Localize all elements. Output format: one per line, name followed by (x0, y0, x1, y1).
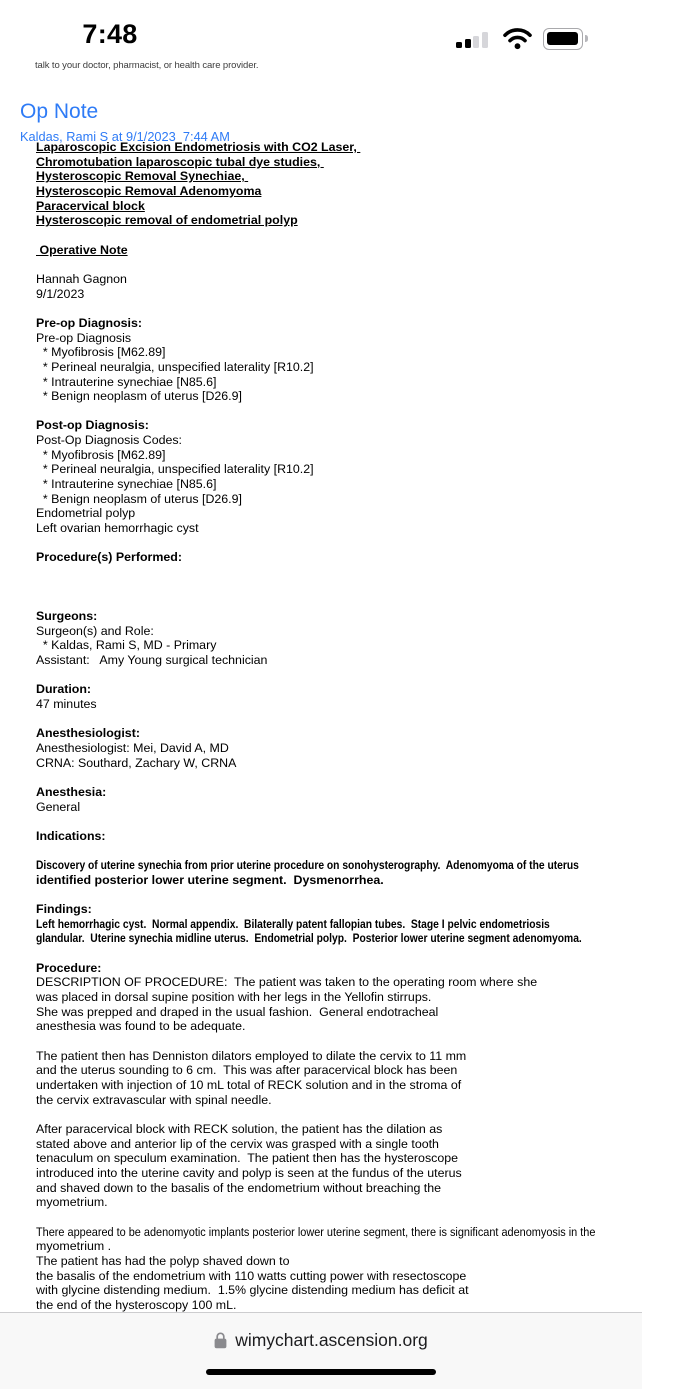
note-line: stated above and anterior lip of the cervix was grasped with a single tooth (36, 1136, 439, 1151)
note-blank-line (36, 404, 638, 419)
note-line: myometrium . (36, 1239, 112, 1254)
note-line: * Intrauterine synechiae [N85.6] (36, 477, 217, 492)
status-time: 7:48 (82, 19, 138, 49)
note-line: After paracervical block with RECK solution, the patient has the dilation as (36, 1121, 443, 1136)
note-line: * Benign neoplasm of uterus [D26.9] (36, 389, 242, 404)
note-line: Anesthesia: (36, 784, 107, 799)
note-line: tenaculum on speculum examination. The patient then has the hysteroscope (36, 1151, 459, 1166)
wifi-icon (502, 27, 533, 50)
note-line: Anesthesiologist: (36, 726, 140, 741)
note-line: Discovery of uterine synechia from prior uterine procedure on sonohysterography. Adenomyoma of the uterus (36, 858, 579, 873)
note-line: Hannah Gagnon (36, 271, 127, 286)
note-line: Procedure(s) Performed: (36, 550, 182, 565)
note-line: The patient has had the polyp shaved down to (36, 1253, 290, 1268)
note-line: Paracervical block (36, 198, 145, 213)
note-line: glandular. Uterine synechia midline uterus. Endometrial polyp. Posterior lower uterine segment adenomyoma. (36, 931, 582, 946)
note-line: 9/1/2023 (36, 286, 85, 301)
note-line: was placed in dorsal supine position with her legs in the Yellofin stirrups. (36, 990, 432, 1005)
note-blank-line (36, 770, 638, 785)
note-line: Pre-op Diagnosis (36, 330, 132, 345)
note-line: Chromotubation laparoscopic tubal dye studies, (36, 154, 324, 169)
note-line: General (36, 799, 81, 814)
note-line: * Myofibrosis [M62.89] (36, 345, 166, 360)
lock-icon (214, 1332, 227, 1349)
note-blank-line (36, 712, 638, 727)
note-line: * Perineal neuralgia, unspecified laterality [R10.2] (36, 462, 314, 477)
note-line: 47 minutes (36, 696, 97, 711)
note-line: Procedure: (36, 960, 102, 975)
note-blank-line (36, 946, 638, 961)
note-line: Left ovarian hemorrhagic cyst (36, 521, 199, 536)
note-line: Laparoscopic Excision Endometriosis with CO2 Laser, (36, 140, 361, 154)
note-blank-line (36, 887, 638, 902)
note-blank-line (36, 257, 638, 272)
note-blank-line (36, 1210, 638, 1225)
note-line: Surgeon(s) and Role: (36, 623, 154, 638)
note-line: Pre-op Diagnosis: (36, 315, 143, 330)
note-line: Assistant: Amy Young surgical technician (36, 652, 268, 667)
note-blank-line (36, 594, 638, 609)
note-line: anesthesia was found to be adequate. (36, 1019, 246, 1034)
note-line: Post-op Diagnosis: (36, 418, 149, 433)
page-title: Op Note (20, 100, 99, 123)
note-line: Hysteroscopic Removal Adenomyoma (36, 183, 262, 198)
note-line: There appeared to be adenomyotic implants posterior lower uterine segment, there is significant adenomyosis in the (36, 1224, 596, 1239)
note-blank-line (36, 536, 638, 551)
note-blank-line (36, 668, 638, 683)
url-row[interactable] (0, 1330, 642, 1351)
battery-icon (543, 28, 589, 49)
note-line: Hysteroscopic Removal Synechiae, (36, 169, 249, 184)
note-line: CRNA: Southard, Zachary W, CRNA (36, 755, 237, 770)
note-author-byline: Kaldas, Rami S at 9/1/2023 7:44 AM (20, 129, 230, 144)
browser-url-bar[interactable] (0, 1312, 642, 1389)
note-line: the basalis of the endometrium with 110 watts cutting power with resectoscope (36, 1268, 467, 1283)
note-line: Surgeons: (36, 609, 98, 623)
note-line: * Kaldas, Rami S, MD - Primary (36, 638, 217, 653)
note-body (36, 140, 638, 1313)
note-line: the end of the hysteroscopy 100 mL. (36, 1297, 237, 1312)
note-line: Anesthesiologist: Mei, David A, MD (36, 740, 229, 755)
note-line: Duration: (36, 682, 92, 697)
note-line: DESCRIPTION OF PROCEDURE: The patient was taken to the operating room where she (36, 975, 538, 990)
status-bar (0, 0, 642, 62)
note-line: * Myofibrosis [M62.89] (36, 447, 166, 462)
note-line: Left hemorrhagic cyst. Normal appendix. Bilaterally patent fallopian tubes. Stage I pelvic endometriosis (36, 916, 550, 931)
note-blank-line (36, 1107, 638, 1122)
note-line: Post-Op Diagnosis Codes: (36, 433, 183, 448)
note-line: Findings: (36, 902, 92, 917)
note-line: Operative Note (36, 242, 128, 257)
cellular-signal-icon (456, 32, 492, 48)
note-line: * Intrauterine synechiae [N85.6] (36, 374, 217, 389)
note-line: * Perineal neuralgia, unspecified laterality [R10.2] (36, 359, 314, 374)
note-line: * Benign neoplasm of uterus [D26.9] (36, 491, 242, 506)
note-blank-line (36, 814, 638, 829)
url-text[interactable]: wimychart.ascension.org (235, 1330, 428, 1350)
note-line: and the uterus sounding to 6 cm. This was after paracervical block has been (36, 1063, 458, 1078)
note-blank-line (36, 228, 638, 243)
note-line: identified posterior lower uterine segment. Dysmenorrhea. (36, 872, 384, 887)
note-line: She was prepped and draped in the usual fashion. General endotracheal (36, 1004, 439, 1019)
note-line: Indications: (36, 828, 106, 843)
note-blank-line (36, 565, 638, 580)
home-indicator[interactable] (206, 1369, 436, 1375)
note-blank-line (36, 301, 638, 316)
note-blank-line (36, 1034, 638, 1049)
note-blank-line (36, 844, 638, 859)
note-line: Hysteroscopic removal of endometrial polyp (36, 213, 298, 228)
note-line: and shaved down to the basalis of the endometrium without breaching the (36, 1180, 442, 1195)
note-line: introduced into the uterine cavity and polyp is seen at the fundus of the uterus (36, 1165, 462, 1180)
note-line: myometrium. (36, 1195, 108, 1210)
note-line: undertaken with injection of 10 mL total of RECK solution and in the stroma of (36, 1078, 462, 1092)
note-line: The patient then has Denniston dilators employed to dilate the cervix to 11 mm (36, 1048, 467, 1063)
note-line: Endometrial polyp (36, 506, 136, 521)
note-line: the cervix extravascular with spinal needle. (36, 1092, 272, 1107)
clipped-banner-text: talk to your doctor, pharmacist, or health care provider. (35, 60, 259, 71)
note-line: with glycine distending medium. 1.5% glycine distending medium has deficit at (36, 1283, 469, 1298)
note-blank-line (36, 580, 638, 595)
